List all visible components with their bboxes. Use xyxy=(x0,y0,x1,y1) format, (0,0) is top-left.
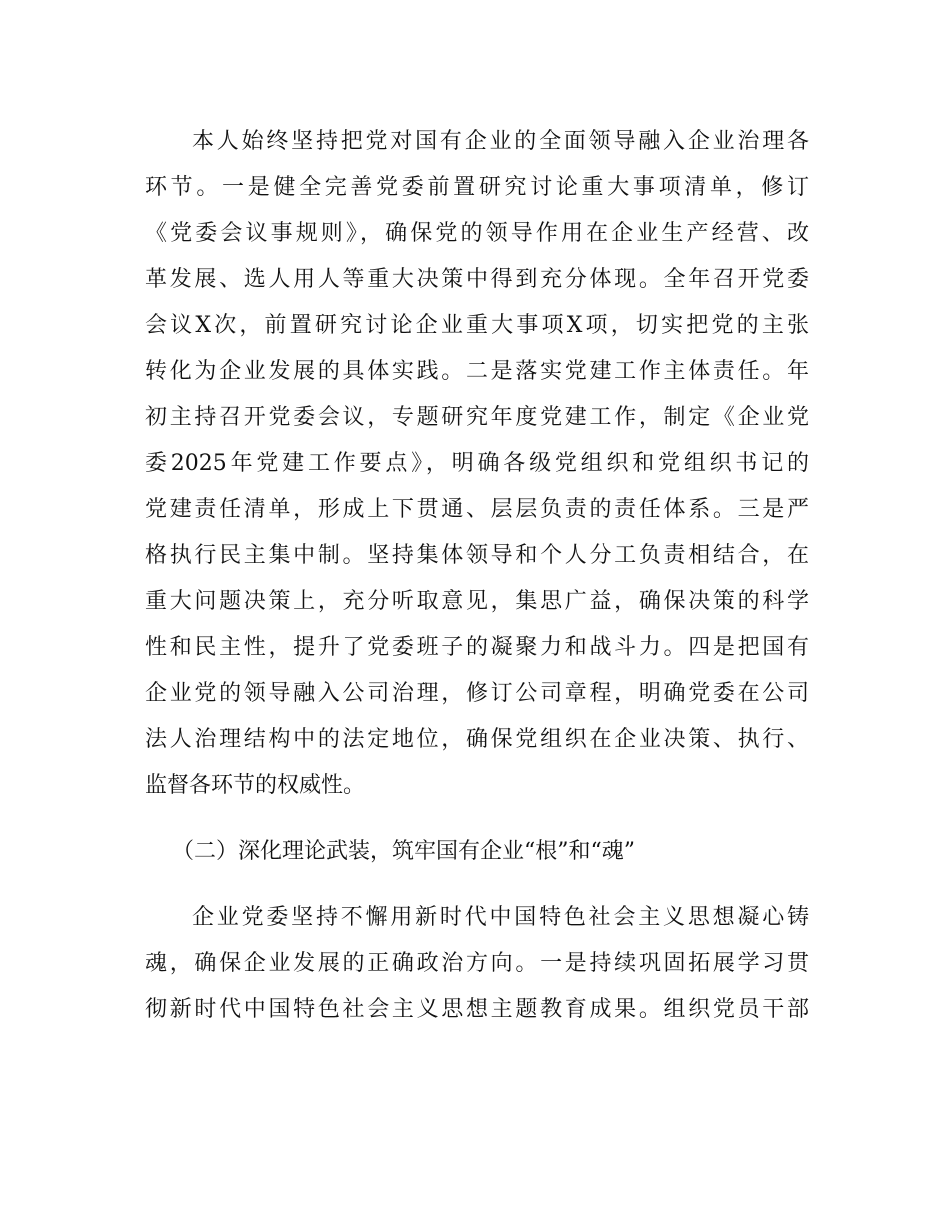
text-line: 格执行民主集中制。坚持集体领导和个人分工负责相结合，在 xyxy=(145,543,809,568)
text-line: 企业党委坚持不懈用新时代中国特色社会主义思想凝心铸 xyxy=(192,905,809,930)
text-line: 魂，确保企业发展的正确政治方向。一是持续巩固拓展学习贯 xyxy=(145,951,809,976)
text-line: 党建责任清单，形成上下贯通、层层负责的责任体系。三是严 xyxy=(145,497,809,522)
text-line: 企业党的领导融入公司治理，修订公司章程，明确党委在公司 xyxy=(145,681,809,706)
text-line: 重大问题决策上，充分听取意见，集思广益，确保决策的科学 xyxy=(145,589,809,614)
text-line: 彻新时代中国特色社会主义思想主题教育成果。组织党员干部 xyxy=(145,997,809,1022)
section-heading: （二）深化理论武装，筑牢国有企业“根”和“魂” xyxy=(172,839,635,864)
text-line: 本人始终坚持把党对国有企业的全面领导融入企业治理各 xyxy=(192,129,809,154)
text-line: 法人治理结构中的法定地位，确保党组织在企业决策、执行、 xyxy=(145,727,809,752)
text-line: 初主持召开党委会议，专题研究年度党建工作，制定《企业党 xyxy=(145,405,809,430)
text-line: 性和民主性，提升了党委班子的凝聚力和战斗力。四是把国有 xyxy=(145,635,809,660)
text-line: 革发展、选人用人等重大决策中得到充分体现。全年召开党委 xyxy=(145,267,809,292)
text-line: 环节。一是健全完善党委前置研究讨论重大事项清单，修订 xyxy=(145,175,809,200)
text-line: 会议X次，前置研究讨论企业重大事项X项，切实把党的主张 xyxy=(145,313,809,338)
text-line: 《党委会议事规则》，确保党的领导作用在企业生产经营、改 xyxy=(145,221,809,246)
text-line: 转化为企业发展的具体实践。二是落实党建工作主体责任。年 xyxy=(145,359,809,384)
text-line: 委2025年党建工作要点》，明确各级党组织和党组织书记的 xyxy=(145,451,809,476)
text-line: 监督各环节的权威性。 xyxy=(145,773,366,798)
